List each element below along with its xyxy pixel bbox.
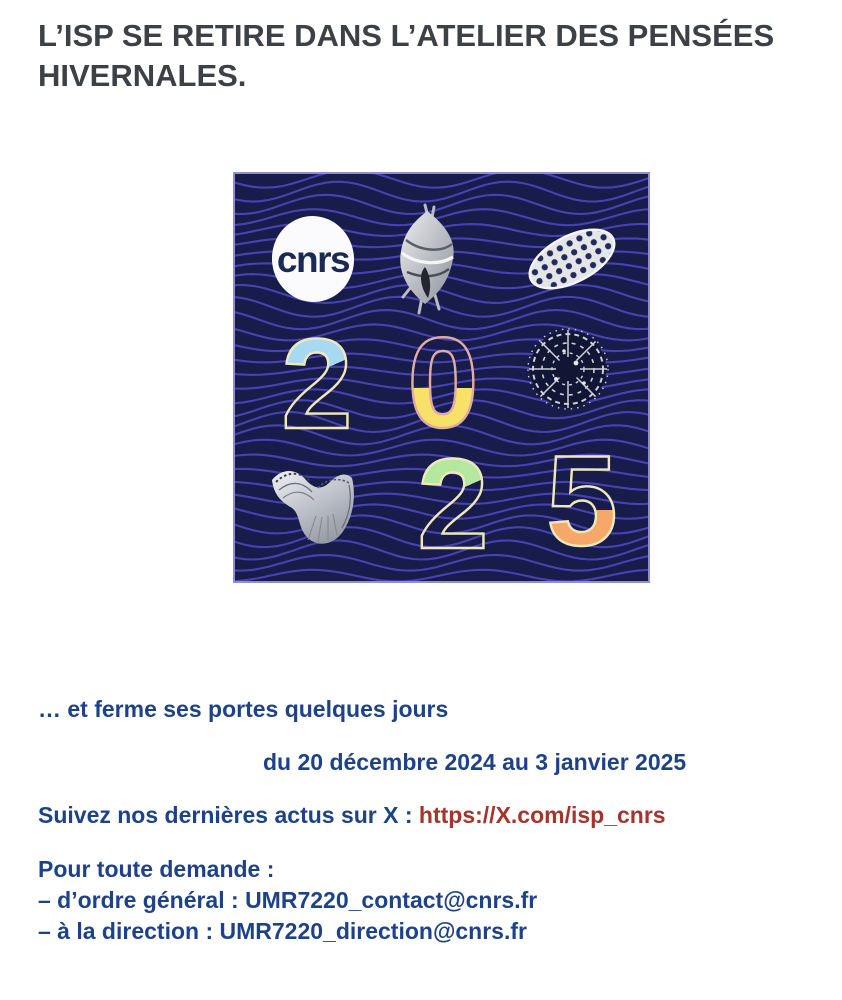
cnrs-2025-card-image [233, 172, 650, 583]
contact-direction-label: – à la direction : [38, 918, 220, 944]
contact-line-general [38, 885, 537, 916]
requests-heading: Pour toute demande : [38, 856, 275, 882]
cnrs-logo-text: cnrs [276, 239, 350, 280]
digit-5-orange: 5 [546, 430, 618, 573]
contact-line-direction [38, 916, 537, 947]
contact-general-label: – d’ordre général : [38, 887, 246, 913]
contact-direction-email: UMR7220_direction@cnrs.fr [219, 918, 527, 944]
page-title [38, 16, 833, 96]
digit-0-yellow: 0 [407, 312, 479, 455]
digit-2-green: 2 [417, 433, 489, 576]
social-label: Suivez nos dernières actus sur X : [38, 802, 419, 828]
page-title-line1: L’ISP SE RETIRE DANS L’ATELIER DES PENSÉES [38, 18, 775, 53]
digit-2-blue: 2 [281, 313, 353, 456]
closure-text: … et ferme ses portes quelques jours [38, 696, 449, 722]
dates-text: du 20 décembre 2024 au 3 janvier 2025 [263, 749, 687, 775]
social-link[interactable]: https://X.com/isp_cnrs [418, 802, 666, 828]
social-text [38, 802, 666, 829]
contact-general-email: UMR7220_contact@cnrs.fr [245, 887, 538, 913]
contact-block [38, 854, 537, 947]
page-title-line2: HIVERNALES. [38, 58, 247, 93]
cnrs-2025-card-graphic [235, 174, 648, 581]
